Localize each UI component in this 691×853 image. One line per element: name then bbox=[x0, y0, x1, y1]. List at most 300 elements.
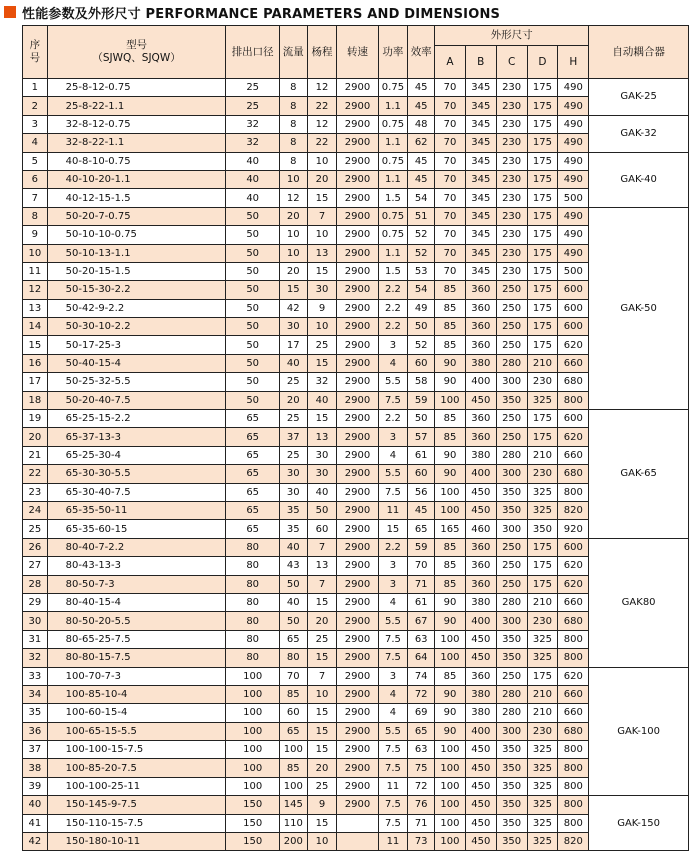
cell-dim-b: 400 bbox=[465, 612, 496, 630]
table-row bbox=[23, 557, 689, 575]
cell-speed: 2900 bbox=[337, 207, 378, 225]
cell-index: 39 bbox=[23, 777, 48, 795]
table-row bbox=[23, 391, 689, 409]
cell-head: 20 bbox=[307, 612, 337, 630]
cell-dim-h: 680 bbox=[558, 612, 589, 630]
cell-model: 50-20-40-7.5 bbox=[47, 391, 226, 409]
cell-power: 7.5 bbox=[378, 483, 408, 501]
cell-head: 15 bbox=[307, 189, 337, 207]
cell-dim-h: 920 bbox=[558, 520, 589, 538]
cell-head: 25 bbox=[307, 777, 337, 795]
cell-dim-b: 450 bbox=[465, 814, 496, 832]
cell-dim-d: 175 bbox=[527, 189, 558, 207]
cell-dim-h: 490 bbox=[558, 226, 589, 244]
cell-dim-a: 90 bbox=[435, 704, 466, 722]
cell-efficiency: 60 bbox=[408, 465, 435, 483]
cell-speed: 2900 bbox=[337, 281, 378, 299]
cell-dim-h: 800 bbox=[558, 483, 589, 501]
cell-flow: 60 bbox=[279, 704, 307, 722]
cell-dim-a: 100 bbox=[435, 391, 466, 409]
cell-dim-c: 280 bbox=[496, 685, 527, 703]
cell-dim-a: 70 bbox=[435, 226, 466, 244]
cell-dim-a: 70 bbox=[435, 207, 466, 225]
cell-index: 26 bbox=[23, 538, 48, 556]
cell-dim-d: 175 bbox=[527, 207, 558, 225]
cell-dim-c: 280 bbox=[496, 354, 527, 372]
cell-outlet: 50 bbox=[226, 318, 279, 336]
cell-speed: 2900 bbox=[337, 649, 378, 667]
cell-index: 7 bbox=[23, 189, 48, 207]
cell-efficiency: 65 bbox=[408, 520, 435, 538]
cell-outlet: 150 bbox=[226, 814, 279, 832]
table-row bbox=[23, 630, 689, 648]
cell-outlet: 80 bbox=[226, 575, 279, 593]
cell-efficiency: 52 bbox=[408, 244, 435, 262]
table-row bbox=[23, 207, 689, 225]
cell-dim-d: 175 bbox=[527, 134, 558, 152]
cell-dim-d: 175 bbox=[527, 336, 558, 354]
cell-outlet: 80 bbox=[226, 630, 279, 648]
cell-dim-d: 325 bbox=[527, 741, 558, 759]
cell-flow: 8 bbox=[279, 115, 307, 133]
cell-model: 25-8-22-1.1 bbox=[47, 97, 226, 115]
cell-speed: 2900 bbox=[337, 373, 378, 391]
cell-dim-a: 100 bbox=[435, 630, 466, 648]
cell-model: 40-12-15-1.5 bbox=[47, 189, 226, 207]
cell-outlet: 40 bbox=[226, 170, 279, 188]
cell-model: 80-80-15-7.5 bbox=[47, 649, 226, 667]
cell-dim-h: 500 bbox=[558, 189, 589, 207]
table-row bbox=[23, 244, 689, 262]
cell-speed: 2900 bbox=[337, 777, 378, 795]
cell-dim-c: 230 bbox=[496, 115, 527, 133]
cell-flow: 25 bbox=[279, 373, 307, 391]
cell-dim-d: 210 bbox=[527, 704, 558, 722]
cell-dim-c: 350 bbox=[496, 630, 527, 648]
cell-model: 100-65-15-5.5 bbox=[47, 722, 226, 740]
cell-index: 33 bbox=[23, 667, 48, 685]
cell-outlet: 80 bbox=[226, 649, 279, 667]
cell-coupler: GAK80 bbox=[589, 538, 689, 667]
cell-model: 50-17-25-3 bbox=[47, 336, 226, 354]
cell-head: 12 bbox=[307, 79, 337, 97]
cell-dim-d: 175 bbox=[527, 244, 558, 262]
cell-outlet: 80 bbox=[226, 538, 279, 556]
cell-dim-b: 345 bbox=[465, 170, 496, 188]
cell-efficiency: 52 bbox=[408, 336, 435, 354]
header-flow: 流量 bbox=[279, 26, 307, 79]
cell-dim-h: 680 bbox=[558, 722, 589, 740]
cell-outlet: 50 bbox=[226, 281, 279, 299]
cell-power: 0.75 bbox=[378, 115, 408, 133]
cell-speed: 2900 bbox=[337, 630, 378, 648]
header-power: 功率 bbox=[378, 26, 408, 79]
cell-dim-d: 325 bbox=[527, 630, 558, 648]
cell-outlet: 50 bbox=[226, 391, 279, 409]
cell-dim-d: 325 bbox=[527, 649, 558, 667]
cell-power: 4 bbox=[378, 685, 408, 703]
cell-speed: 2900 bbox=[337, 575, 378, 593]
cell-flow: 8 bbox=[279, 97, 307, 115]
cell-head: 9 bbox=[307, 796, 337, 814]
table-row bbox=[23, 336, 689, 354]
cell-dim-c: 250 bbox=[496, 667, 527, 685]
cell-power: 7.5 bbox=[378, 759, 408, 777]
cell-speed: 2900 bbox=[337, 704, 378, 722]
cell-dim-b: 450 bbox=[465, 833, 496, 851]
cell-speed bbox=[337, 833, 378, 851]
cell-speed: 2900 bbox=[337, 722, 378, 740]
cell-flow: 20 bbox=[279, 262, 307, 280]
cell-head: 30 bbox=[307, 446, 337, 464]
cell-outlet: 50 bbox=[226, 336, 279, 354]
cell-flow: 65 bbox=[279, 630, 307, 648]
cell-outlet: 80 bbox=[226, 593, 279, 611]
cell-efficiency: 74 bbox=[408, 667, 435, 685]
cell-efficiency: 71 bbox=[408, 575, 435, 593]
cell-index: 42 bbox=[23, 833, 48, 851]
header-coupler: 自动耦合器 bbox=[589, 26, 689, 79]
cell-head: 30 bbox=[307, 465, 337, 483]
header-dim-a: A bbox=[435, 46, 466, 79]
cell-speed: 2900 bbox=[337, 465, 378, 483]
cell-dim-a: 70 bbox=[435, 115, 466, 133]
cell-index: 21 bbox=[23, 446, 48, 464]
table-row bbox=[23, 483, 689, 501]
table-row bbox=[23, 281, 689, 299]
cell-efficiency: 69 bbox=[408, 704, 435, 722]
cell-index: 20 bbox=[23, 428, 48, 446]
cell-speed: 2900 bbox=[337, 593, 378, 611]
cell-dim-b: 460 bbox=[465, 520, 496, 538]
cell-dim-a: 100 bbox=[435, 759, 466, 777]
cell-model: 50-40-15-4 bbox=[47, 354, 226, 372]
cell-dim-h: 490 bbox=[558, 244, 589, 262]
cell-head: 9 bbox=[307, 299, 337, 317]
cell-dim-c: 250 bbox=[496, 575, 527, 593]
cell-dim-h: 800 bbox=[558, 777, 589, 795]
cell-model: 65-25-30-4 bbox=[47, 446, 226, 464]
cell-index: 13 bbox=[23, 299, 48, 317]
cell-dim-d: 325 bbox=[527, 483, 558, 501]
cell-head: 7 bbox=[307, 575, 337, 593]
cell-index: 25 bbox=[23, 520, 48, 538]
cell-index: 8 bbox=[23, 207, 48, 225]
cell-flow: 85 bbox=[279, 685, 307, 703]
cell-dim-a: 85 bbox=[435, 410, 466, 428]
cell-dim-d: 175 bbox=[527, 97, 558, 115]
cell-head: 20 bbox=[307, 170, 337, 188]
cell-head: 60 bbox=[307, 520, 337, 538]
cell-power: 3 bbox=[378, 336, 408, 354]
cell-index: 28 bbox=[23, 575, 48, 593]
cell-dim-a: 100 bbox=[435, 833, 466, 851]
cell-speed: 2900 bbox=[337, 410, 378, 428]
cell-model: 65-35-50-11 bbox=[47, 501, 226, 519]
cell-efficiency: 45 bbox=[408, 152, 435, 170]
cell-dim-a: 90 bbox=[435, 446, 466, 464]
cell-dim-b: 450 bbox=[465, 630, 496, 648]
cell-model: 50-10-10-0.75 bbox=[47, 226, 226, 244]
cell-efficiency: 50 bbox=[408, 410, 435, 428]
cell-power: 7.5 bbox=[378, 630, 408, 648]
cell-head: 32 bbox=[307, 373, 337, 391]
cell-outlet: 65 bbox=[226, 446, 279, 464]
cell-head: 25 bbox=[307, 336, 337, 354]
cell-efficiency: 67 bbox=[408, 612, 435, 630]
cell-efficiency: 51 bbox=[408, 207, 435, 225]
cell-outlet: 100 bbox=[226, 667, 279, 685]
cell-model: 65-30-30-5.5 bbox=[47, 465, 226, 483]
cell-outlet: 50 bbox=[226, 207, 279, 225]
cell-dim-b: 360 bbox=[465, 575, 496, 593]
cell-dim-a: 70 bbox=[435, 97, 466, 115]
cell-power: 1.5 bbox=[378, 262, 408, 280]
cell-dim-c: 350 bbox=[496, 741, 527, 759]
cell-dim-b: 400 bbox=[465, 373, 496, 391]
cell-dim-c: 300 bbox=[496, 373, 527, 391]
cell-dim-b: 345 bbox=[465, 115, 496, 133]
cell-flow: 42 bbox=[279, 299, 307, 317]
cell-efficiency: 65 bbox=[408, 722, 435, 740]
cell-speed: 2900 bbox=[337, 538, 378, 556]
cell-model: 80-50-7-3 bbox=[47, 575, 226, 593]
table-row bbox=[23, 97, 689, 115]
cell-flow: 25 bbox=[279, 446, 307, 464]
table-row bbox=[23, 299, 689, 317]
cell-model: 100-100-25-11 bbox=[47, 777, 226, 795]
cell-dim-b: 345 bbox=[465, 244, 496, 262]
cell-efficiency: 57 bbox=[408, 428, 435, 446]
cell-head: 25 bbox=[307, 630, 337, 648]
cell-speed: 2900 bbox=[337, 262, 378, 280]
cell-power: 0.75 bbox=[378, 207, 408, 225]
cell-dim-b: 450 bbox=[465, 483, 496, 501]
cell-dim-h: 820 bbox=[558, 833, 589, 851]
cell-coupler: GAK-100 bbox=[589, 667, 689, 796]
header-efficiency: 效率 bbox=[408, 26, 435, 79]
cell-flow: 70 bbox=[279, 667, 307, 685]
table-row bbox=[23, 373, 689, 391]
cell-flow: 43 bbox=[279, 557, 307, 575]
cell-speed: 2900 bbox=[337, 244, 378, 262]
cell-flow: 65 bbox=[279, 722, 307, 740]
cell-dim-d: 175 bbox=[527, 79, 558, 97]
cell-dim-a: 100 bbox=[435, 649, 466, 667]
table-row bbox=[23, 741, 689, 759]
cell-dim-b: 450 bbox=[465, 501, 496, 519]
table-row bbox=[23, 428, 689, 446]
cell-dim-b: 380 bbox=[465, 685, 496, 703]
cell-dim-h: 620 bbox=[558, 557, 589, 575]
cell-outlet: 100 bbox=[226, 777, 279, 795]
cell-head: 15 bbox=[307, 741, 337, 759]
cell-model: 80-40-7-2.2 bbox=[47, 538, 226, 556]
cell-head: 7 bbox=[307, 667, 337, 685]
cell-coupler: GAK-32 bbox=[589, 115, 689, 152]
cell-power: 1.1 bbox=[378, 97, 408, 115]
cell-dim-c: 230 bbox=[496, 226, 527, 244]
cell-index: 31 bbox=[23, 630, 48, 648]
table-row bbox=[23, 189, 689, 207]
cell-dim-c: 230 bbox=[496, 97, 527, 115]
cell-dim-c: 250 bbox=[496, 538, 527, 556]
cell-dim-d: 325 bbox=[527, 391, 558, 409]
cell-dim-h: 800 bbox=[558, 649, 589, 667]
table-body bbox=[23, 79, 689, 851]
cell-flow: 50 bbox=[279, 575, 307, 593]
cell-head: 10 bbox=[307, 685, 337, 703]
cell-dim-a: 85 bbox=[435, 538, 466, 556]
cell-model: 40-8-10-0.75 bbox=[47, 152, 226, 170]
table-row bbox=[23, 649, 689, 667]
cell-model: 50-20-7-0.75 bbox=[47, 207, 226, 225]
cell-index: 32 bbox=[23, 649, 48, 667]
cell-dim-d: 175 bbox=[527, 170, 558, 188]
cell-dim-h: 660 bbox=[558, 354, 589, 372]
cell-outlet: 100 bbox=[226, 704, 279, 722]
header-dim-h: H bbox=[558, 46, 589, 79]
cell-dim-a: 85 bbox=[435, 575, 466, 593]
cell-efficiency: 59 bbox=[408, 538, 435, 556]
cell-dim-d: 350 bbox=[527, 520, 558, 538]
cell-flow: 20 bbox=[279, 207, 307, 225]
cell-head: 10 bbox=[307, 318, 337, 336]
cell-dim-c: 230 bbox=[496, 170, 527, 188]
cell-flow: 80 bbox=[279, 649, 307, 667]
cell-efficiency: 63 bbox=[408, 630, 435, 648]
cell-model: 100-70-7-3 bbox=[47, 667, 226, 685]
cell-dim-b: 380 bbox=[465, 704, 496, 722]
cell-flow: 100 bbox=[279, 777, 307, 795]
cell-speed: 2900 bbox=[337, 741, 378, 759]
cell-dim-h: 490 bbox=[558, 207, 589, 225]
cell-outlet: 100 bbox=[226, 685, 279, 703]
cell-dim-c: 300 bbox=[496, 520, 527, 538]
cell-head: 7 bbox=[307, 538, 337, 556]
cell-model: 150-110-15-7.5 bbox=[47, 814, 226, 832]
cell-index: 22 bbox=[23, 465, 48, 483]
cell-efficiency: 59 bbox=[408, 391, 435, 409]
cell-dim-h: 680 bbox=[558, 465, 589, 483]
cell-speed: 2900 bbox=[337, 354, 378, 372]
table-row bbox=[23, 354, 689, 372]
table-row bbox=[23, 814, 689, 832]
cell-head: 15 bbox=[307, 814, 337, 832]
cell-index: 10 bbox=[23, 244, 48, 262]
cell-outlet: 80 bbox=[226, 612, 279, 630]
cell-index: 15 bbox=[23, 336, 48, 354]
cell-speed: 2900 bbox=[337, 501, 378, 519]
table-row bbox=[23, 170, 689, 188]
cell-flow: 8 bbox=[279, 152, 307, 170]
cell-outlet: 65 bbox=[226, 410, 279, 428]
cell-dim-d: 175 bbox=[527, 575, 558, 593]
cell-coupler: GAK-50 bbox=[589, 207, 689, 409]
cell-dim-a: 100 bbox=[435, 741, 466, 759]
cell-dim-c: 350 bbox=[496, 649, 527, 667]
page-title: 性能参数及外形尺寸 PERFORMANCE PARAMETERS AND DIMENSIONS bbox=[22, 6, 501, 22]
cell-efficiency: 72 bbox=[408, 777, 435, 795]
cell-index: 37 bbox=[23, 741, 48, 759]
cell-dim-d: 325 bbox=[527, 759, 558, 777]
cell-dim-a: 90 bbox=[435, 685, 466, 703]
cell-power: 1.1 bbox=[378, 170, 408, 188]
cell-power: 7.5 bbox=[378, 741, 408, 759]
cell-dim-h: 820 bbox=[558, 501, 589, 519]
cell-dim-h: 660 bbox=[558, 446, 589, 464]
cell-coupler: GAK-65 bbox=[589, 410, 689, 539]
cell-speed: 2900 bbox=[337, 520, 378, 538]
cell-dim-h: 800 bbox=[558, 814, 589, 832]
cell-model: 65-35-60-15 bbox=[47, 520, 226, 538]
cell-outlet: 32 bbox=[226, 134, 279, 152]
cell-flow: 35 bbox=[279, 501, 307, 519]
cell-dim-c: 300 bbox=[496, 722, 527, 740]
header-model: 型号 （SJWQ、SJQW） bbox=[47, 26, 226, 79]
cell-power: 1.1 bbox=[378, 244, 408, 262]
cell-flow: 10 bbox=[279, 170, 307, 188]
cell-efficiency: 45 bbox=[408, 501, 435, 519]
cell-dim-a: 90 bbox=[435, 722, 466, 740]
cell-dim-h: 620 bbox=[558, 428, 589, 446]
cell-speed: 2900 bbox=[337, 299, 378, 317]
cell-power: 2.2 bbox=[378, 299, 408, 317]
cell-dim-h: 800 bbox=[558, 630, 589, 648]
cell-dim-c: 230 bbox=[496, 244, 527, 262]
cell-efficiency: 48 bbox=[408, 115, 435, 133]
cell-power: 5.5 bbox=[378, 465, 408, 483]
table-row bbox=[23, 410, 689, 428]
cell-dim-c: 230 bbox=[496, 152, 527, 170]
cell-flow: 40 bbox=[279, 593, 307, 611]
cell-dim-c: 300 bbox=[496, 612, 527, 630]
cell-dim-d: 230 bbox=[527, 612, 558, 630]
cell-dim-a: 70 bbox=[435, 79, 466, 97]
cell-dim-d: 210 bbox=[527, 446, 558, 464]
cell-dim-a: 165 bbox=[435, 520, 466, 538]
cell-power: 3 bbox=[378, 428, 408, 446]
table-row bbox=[23, 667, 689, 685]
cell-dim-b: 360 bbox=[465, 557, 496, 575]
cell-speed: 2900 bbox=[337, 152, 378, 170]
cell-dim-b: 400 bbox=[465, 465, 496, 483]
cell-head: 22 bbox=[307, 97, 337, 115]
cell-flow: 200 bbox=[279, 833, 307, 851]
cell-head: 15 bbox=[307, 704, 337, 722]
cell-model: 50-15-30-2.2 bbox=[47, 281, 226, 299]
cell-speed: 2900 bbox=[337, 115, 378, 133]
cell-flow: 30 bbox=[279, 318, 307, 336]
cell-outlet: 150 bbox=[226, 833, 279, 851]
cell-dim-d: 175 bbox=[527, 428, 558, 446]
cell-coupler: GAK-40 bbox=[589, 152, 689, 207]
table-row bbox=[23, 538, 689, 556]
cell-flow: 8 bbox=[279, 79, 307, 97]
cell-dim-d: 175 bbox=[527, 557, 558, 575]
cell-power: 0.75 bbox=[378, 79, 408, 97]
cell-efficiency: 72 bbox=[408, 685, 435, 703]
cell-dim-b: 360 bbox=[465, 299, 496, 317]
cell-power: 7.5 bbox=[378, 814, 408, 832]
cell-dim-b: 345 bbox=[465, 226, 496, 244]
cell-flow: 35 bbox=[279, 520, 307, 538]
cell-index: 35 bbox=[23, 704, 48, 722]
cell-dim-a: 85 bbox=[435, 318, 466, 336]
cell-dim-b: 450 bbox=[465, 796, 496, 814]
cell-outlet: 100 bbox=[226, 759, 279, 777]
cell-dim-a: 90 bbox=[435, 354, 466, 372]
